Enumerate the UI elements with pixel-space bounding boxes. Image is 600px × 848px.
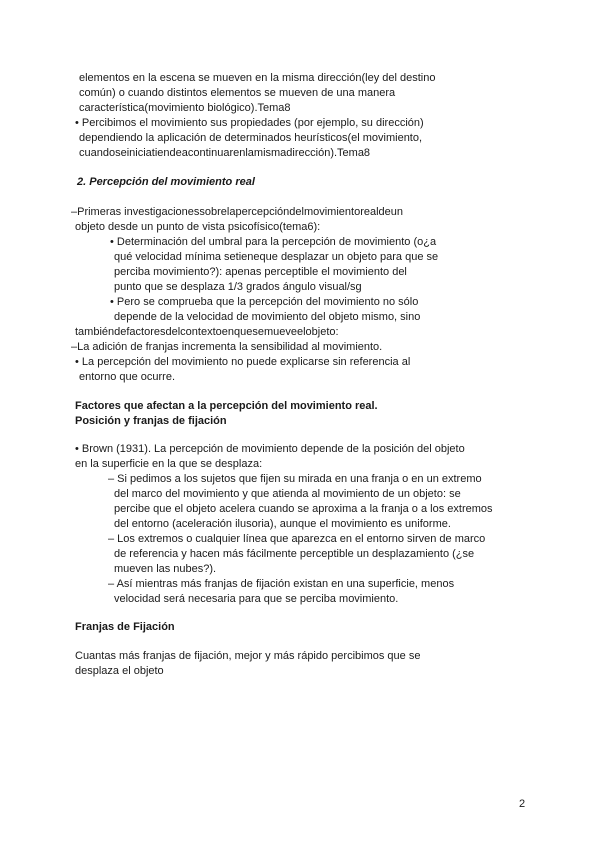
section-heading: Posición y franjas de fijación — [75, 415, 227, 427]
text-line: velocidad será necesaria para que se perciba movimiento. — [114, 593, 399, 605]
dash-line: – Los extremos o cualquier línea que aparezca en el entorno sirven de marco — [108, 533, 486, 545]
text-line: percibe que el objeto acelera cuando se aproxima a la franja o a los extremos — [114, 503, 493, 515]
bullet-line: • Pero se comprueba que la percepción del movimiento no sólo — [110, 296, 419, 308]
text-line: punto que se desplaza 1/3 grados ángulo visual/sg — [114, 281, 362, 293]
text-line: desplaza el objeto — [75, 665, 164, 677]
text-line: del entorno (aceleración ilusoria), aunque el movimiento es uniforme. — [114, 518, 451, 530]
section-heading: Factores que afectan a la percepción del movimiento real. — [75, 400, 378, 412]
section-heading: 2. Percepción del movimiento real — [77, 176, 255, 188]
page-number: 2 — [519, 798, 526, 810]
text-line: Cuantas más franjas de fijación, mejor y más rápido percibimos que se — [75, 650, 421, 662]
text-line: entorno que ocurre. — [79, 371, 176, 383]
section-heading: Franjas de Fijación — [75, 621, 175, 633]
text-line: tambiéndefactoresdelcontextoenquesemueveelobjeto: — [75, 326, 339, 338]
text-line: del marco del movimiento y que atienda al movimiento de un objeto: se — [114, 488, 461, 500]
dash-line: – Así mientras más franjas de fijación existan en una superficie, menos — [108, 578, 455, 590]
text-line: depende de la velocidad de movimiento del objeto mismo, sino — [114, 311, 421, 323]
text-line: mueven las nubes?). — [114, 563, 217, 575]
text-line: objeto desde un punto de vista psicofísico(tema6): — [75, 221, 321, 233]
bullet-line: • Percibimos el movimiento sus propiedades (por ejemplo, su dirección) — [75, 117, 424, 129]
bullet-line: • Determinación del umbral para la percepción de movimiento (o¿a — [110, 236, 437, 248]
text-line: dependiendo la aplicación de determinados heurísticos(el movimiento, — [79, 132, 423, 144]
bullet-line: • La percepción del movimiento no puede explicarse sin referencia al — [75, 356, 411, 368]
text-line: característica(movimiento biológico).Tema8 — [79, 102, 291, 114]
dash-line: – Si pedimos a los sujetos que fijen su mirada en una franja o en un extremo — [108, 473, 482, 485]
text-line: elementos en la escena se mueven en la misma dirección(ley del destino — [79, 72, 436, 84]
bullet-line: • Brown (1931). La percepción de movimiento depende de la posición del objeto — [75, 443, 465, 455]
text-line: qué velocidad mínima setieneque desplazar un objeto para que se — [114, 251, 439, 263]
dash-line: –Primeras investigacionessobrelapercepcióndelmovimientorealdeun — [71, 206, 404, 218]
text-line: en la superficie en la que se desplaza: — [75, 458, 263, 470]
text-line: de referencia y hacen más fácilmente perceptible un desplazamiento (¿se — [114, 548, 475, 560]
text-line: cuandoseiniciatiendeacontinuarenlamismadirección).Tema8 — [79, 147, 371, 159]
text-line: perciba movimiento?): apenas perceptible el movimiento del — [114, 266, 407, 278]
dash-line: –La adición de franjas incrementa la sensibilidad al movimiento. — [71, 341, 383, 353]
text-line: común) o cuando distintos elementos se mueven de una manera — [79, 87, 396, 99]
